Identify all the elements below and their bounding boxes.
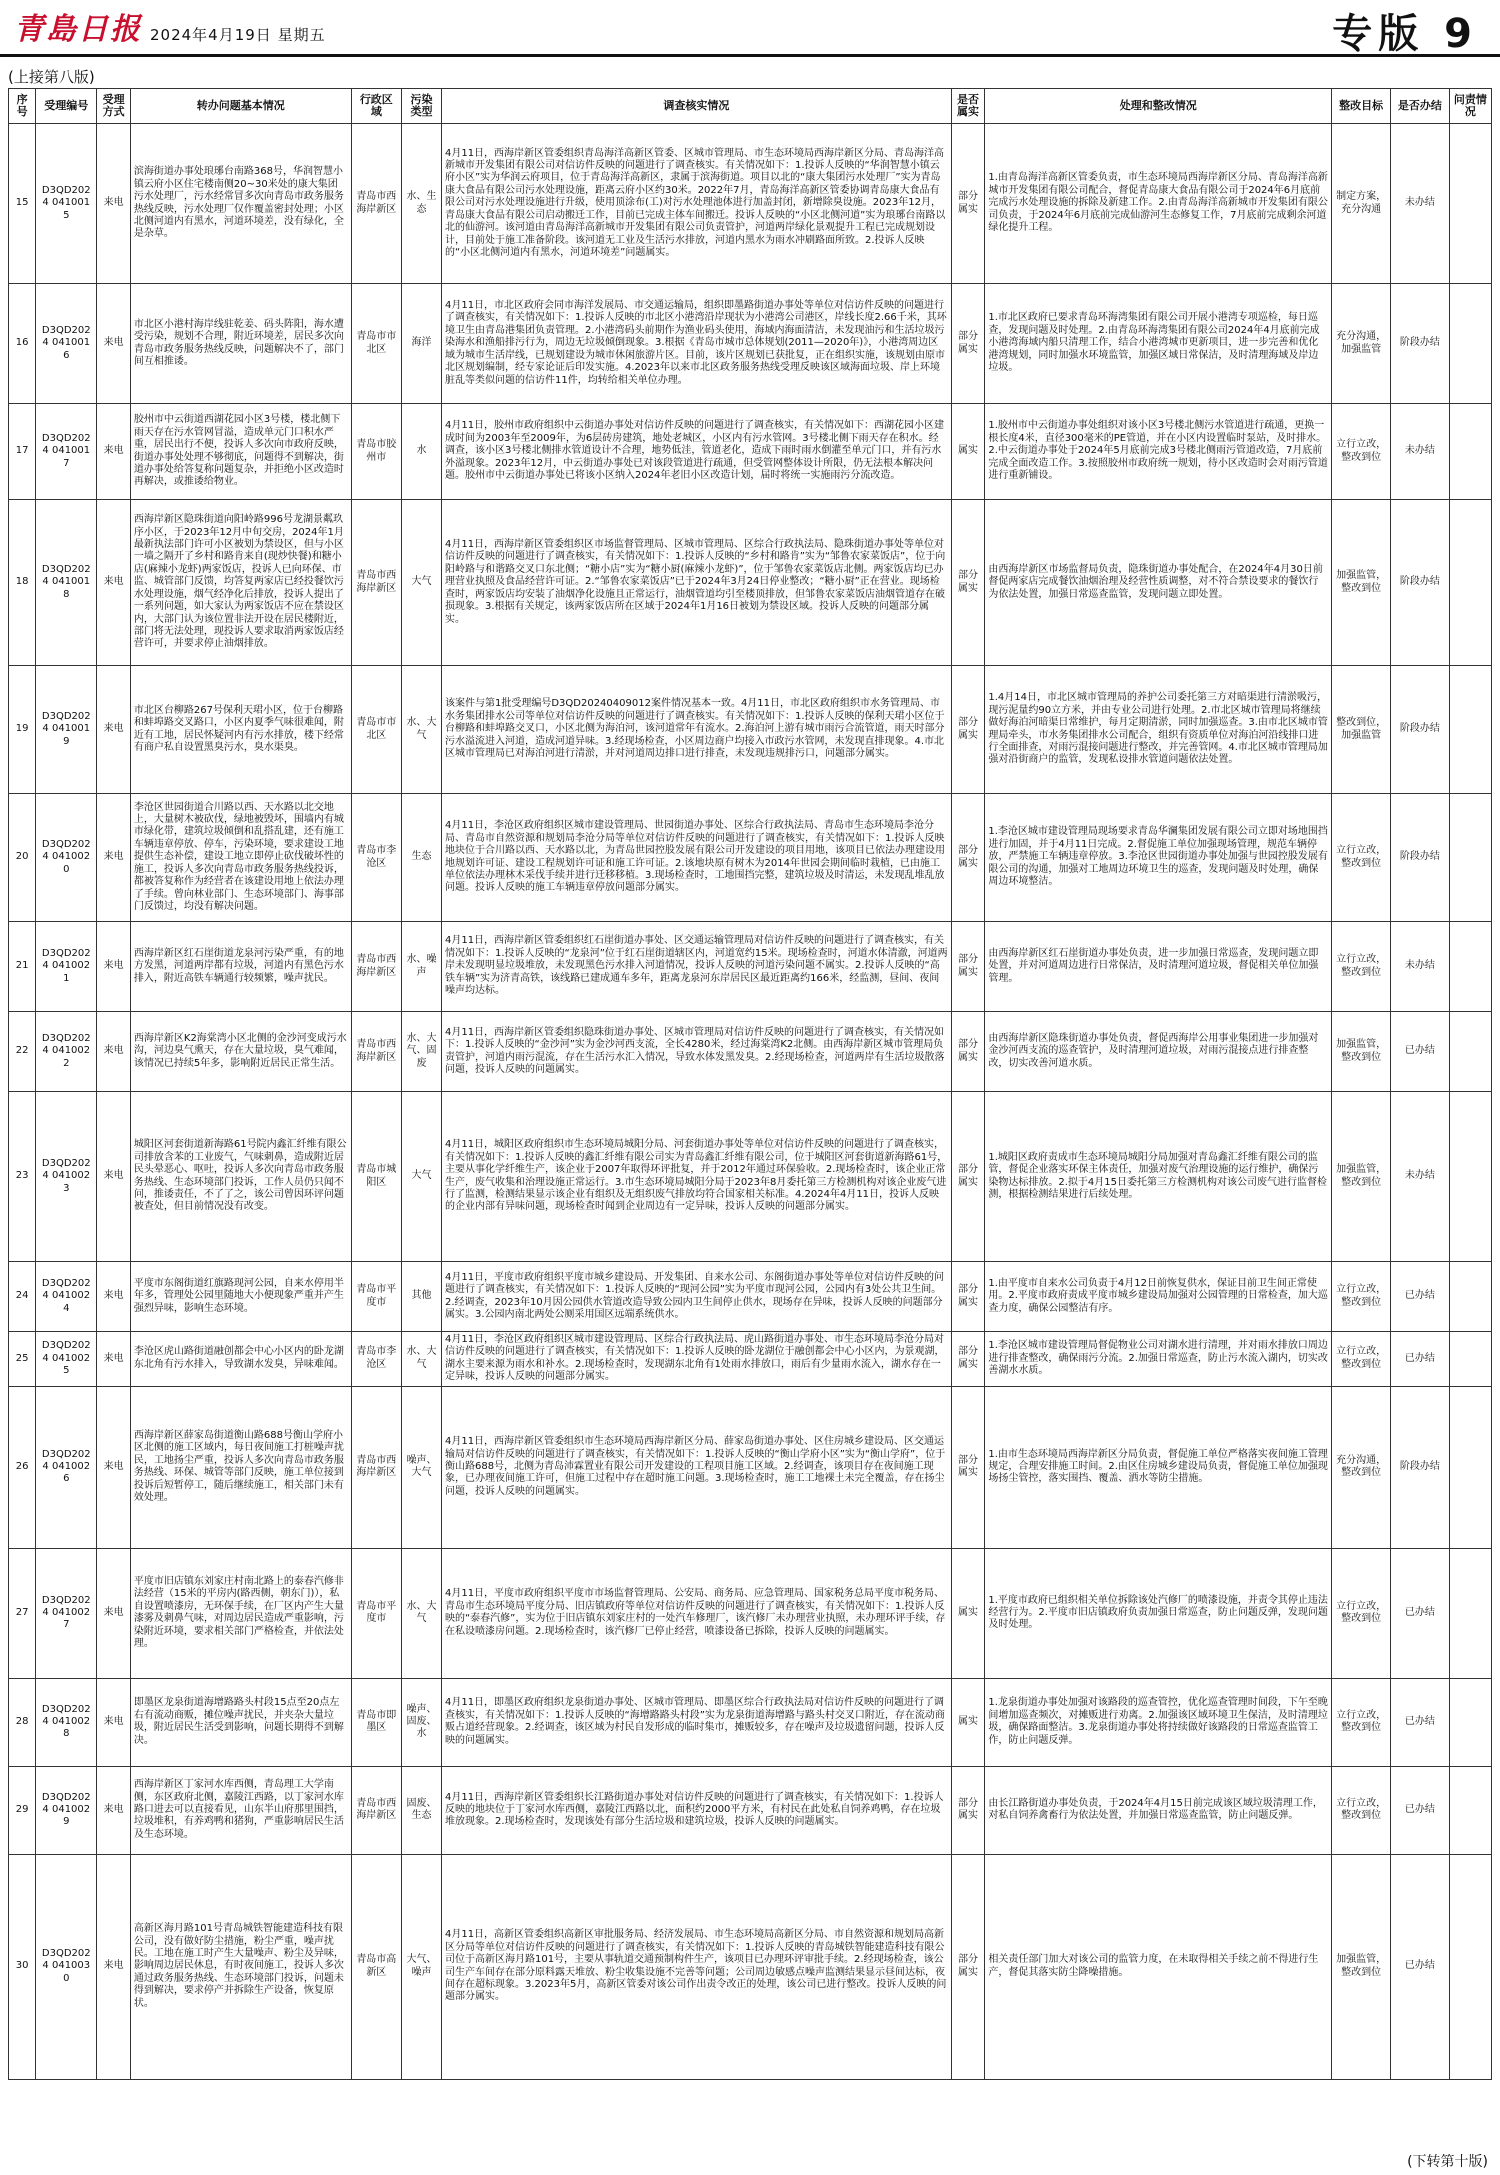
case-id: D3QD2024 0410025 [36,1332,97,1387]
issue-summary: 西海岸新区K2海棠湾小区北侧的金沙河变成污水沟，河边臭气熏天，存在大量垃圾，臭气难闻，该情况已持续5年多，影响附近居民正常生活。 [130,1012,351,1092]
case-id: D3QD2024 0410018 [36,500,97,666]
page-title: 专版 9 [1332,11,1478,57]
case-id: D3QD2024 0410016 [36,284,97,404]
verified-status: 部分属实 [951,500,985,666]
accountability [1449,1262,1491,1332]
closure-status: 阶段办结 [1391,284,1450,404]
pollution-type: 水、大气 [402,1332,442,1387]
accountability [1449,666,1491,794]
issue-summary: 西海岸新区红石崖街道龙泉河污染严重，有的地方发黑，河道两岸都有垃圾，河道内有黑色污水排入，附近高铁车辆通行较频繁，噪声扰民。 [130,922,351,1012]
table-row [9,1386,1492,1548]
case-number: 20 [9,794,36,922]
district: 青岛市城阳区 [351,1092,401,1262]
col-header: 是否属实 [951,89,985,124]
verified-status: 部分属实 [951,794,985,922]
rectification-target: 充分沟通，加强监管 [1332,284,1391,404]
table-row [9,1012,1492,1092]
investigation-text: 4月11日，平度市政府组织平度市市场监督管理局、公安局、商务局、应急管理局、国家税务总局平度市税务局、青岛市生态环境局平度分局、旧店镇政府等单位对信访件反映的问题进行了调查核实，有关情况如下：1.投诉人反映的“泰春汽修”，实为位于旧店镇东刘家庄村的一处汽车修理厂，该汽修厂未办理营业执照，未办理环评手续，存在私设喷漆房问题。2.现场检查时，该汽修厂已停止经营，喷漆设备已拆除，投诉人反映的问题属实。 [441,1548,951,1678]
investigation-text: 4月11日，平度市政府组织平度市城乡建设局、开发集团、自来水公司、东阁街道办事处等单位对信访件反映的问题进行了调查核实，有关情况如下：1.投诉人反映的“现河公园”实为平度市现河公园，公园内有3处公共卫生间。2.经调查，2023年10月因公园供水管道改造导致公园内卫生间停止供水，现场存在异味，投诉人反映的问题部分属实。3.公园内南北两处公厕采用国区远端系统供水。 [441,1262,951,1332]
handling-text: 1.由平度市自来水公司负责于4月12日前恢复供水，保证目前卫生间正常使用。2.平度市政府责成平度市城乡建设局加强对公园管理的日常检查，加大巡查力度，确保公园整洁有序。 [985,1262,1332,1332]
handling-text: 由西海岸新区红石崖街道办事处负责，进一步加强日常巡查，发现问题立即处置，并对河道周边进行日常保洁，及时清理河道垃圾，督促相关单位加强管理。 [985,922,1332,1012]
pollution-type: 其他 [402,1262,442,1332]
handling-text: 1.由青岛海洋高新区管委负责，市生态环境局西海岸新区分局、青岛海洋高新城市开发集团有限公司配合，督促青岛康大食品有限公司于2024年6月底前完成污水处理设施的拆除及新建工作。2.由青岛海洋高新城市开发集团有限公司负责，于2024年6月底前完成仙游河生态修复工作，7月底前完成剩余河道绿化提升工程。 [985,124,1332,284]
col-header: 处理和整改情况 [985,89,1332,124]
rectification-target: 加强监管，整改到位 [1332,1012,1391,1092]
col-header: 污染类型 [402,89,442,124]
issue-summary: 市北区小港村海岸线驻乾姜、码头阵阳，海水遭受污染，规划不合理，附近环境差，居民多次向青岛市政务服务热线反映，问题解决不了，部门间互相推诿。 [130,284,351,404]
case-id: D3QD2024 0410015 [36,124,97,284]
pollution-type: 水、大气 [402,666,442,794]
rectification-target: 立行立改，整改到位 [1332,1678,1391,1766]
case-id: D3QD2024 0410017 [36,404,97,500]
closure-status: 未办结 [1391,404,1450,500]
verified-status: 部分属实 [951,666,985,794]
district: 青岛市即墨区 [351,1678,401,1766]
rectification-target: 加强监管，整改到位 [1332,1854,1391,2079]
issue-summary: 即墨区龙泉街道海增路路头村段15点至20点左右有流动商贩，摊位噪声扰民，并夹杂大量垃圾，附近居民生活受到影响，问题长期得不到解决。 [130,1678,351,1766]
investigation-text: 4月11日，李沧区政府组织区城市建设管理局、世园街道办事处、区综合行政执法局、青岛市生态环境局李沧分局、青岛市自然资源和规划局李沧分局等单位对信访件反映的问题进行了调查核实，有关情况如下：1.投诉人反映地块位于合川路以西、天水路以北，为青岛世园控股发展有限公司开发建设的项目用地，该项目已依法办理建设用地规划许可证、建设工程规划许可证和施工许可证。2.该地块原有树木为2014年世园会期间临时栽植，已由施工单位依法办理林木采伐手续并进行迁移移植。3.现场检查时，工地围挡完整，建筑垃圾及时清运，未发现乱堆乱放问题。投诉人反映的施工车辆违章停放问题部分属实。 [441,794,951,922]
investigation-text: 4月11日，高新区管委组织高新区审批服务局、经济发展局、市生态环境局高新区分局、市自然资源和规划局高新区分局等单位对信访件反映的问题进行了调查核实，有关情况如下：1.投诉人反映的青岛城铁智能建造科技有限公司位于高新区海月路101号，主要从事轨道交通预制构件生产，该项目已办理环评审批手续。2.经现场检查，该公司生产车间存在部分原料露天堆放、粉尘收集设施不完善等问题；公司周边敏感点噪声监测结果显示昼间达标，夜间存在超标现象。3.2023年5月，高新区管委对该公司作出责令改正的处理，该公司已进行整改。投诉人反映的问题部分属实。 [441,1854,951,2079]
pollution-type: 噪声、大气 [402,1386,442,1548]
table-row [9,922,1492,1012]
investigation-text: 4月11日，西海岸新区管委组织市生态环境局西海岸新区分局、薛家岛街道办事处、区住房城乡建设局、区交通运输局对信访件反映的问题进行了调查核实，有关情况如下：1.投诉人反映的“衡山学府小区”实为“衡山学府”，位于衡山路688号，北侧为青岛沛霖置业有限公司开发建设的工程项目施工区域。2.经调查，该项目存在夜间施工现象，已办理夜间施工许可，但施工过程中存在超时施工问题。3.现场检查时，施工工地裸土未完全覆盖，存在扬尘问题，投诉人反映的问题属实。 [441,1386,951,1548]
verified-status: 部分属实 [951,284,985,404]
rectification-target: 立行立改，整改到位 [1332,794,1391,922]
verified-status: 部分属实 [951,124,985,284]
issue-summary: 西海岸新区隐珠街道向阳岭路996号龙湖景粼玖序小区，于2023年12月中旬交房，2024年1月最新执法部门许可小区被划为禁设区，但与小区一墙之隔开了乡村和路肯来自(现炒快餐)和糖小店(麻辣小龙虾)两家饭店，投诉人已向环保、市监、城管部门反馈，均答复两家店已经投餐饮污水处理设施，烟气经净化后排放，投诉人提出了一系列问题，如大家认为两家饭店不应在禁设区内，大部门认为该位置非法开设在居民楼附近，部门将无法处理，现投诉人要求取消两家饭店经营许可，并要求停止油烟排放。 [130,500,351,666]
accountability [1449,1092,1491,1262]
handling-text: 由长江路街道办事处负责，于2024年4月15日前完成该区域垃圾清理工作，对私自饲养禽畜行为依法处置，并加强日常巡查监管，防止问题反弹。 [985,1766,1332,1854]
pollution-type: 生态 [402,794,442,922]
investigation-text: 4月11日，市北区政府会同市海洋发展局、市交通运输局，组织即墨路街道办事处等单位对信访件反映的问题进行了调查核实，有关情况如下：1.投诉人反映的市北区小港湾沿岸现状为小港湾公司港区，岸线长度2.66千米，其环境卫生由青岛港集团负责管理。2.小港湾码头前期作为渔业码头使用，海域内海面清洁，未发现油污和生活垃圾污染海水和渔船排污行为，周边无垃圾倾倒现象。3.根据《青岛市城市总体规划(2011—2020年)》，小港湾周边区域为城市生活岸线，已规划建设为城市休闲旅游片区。目前，该片区规划已获批复，正在组织实施，该规划由原市北区规划编制，经专家论证后印发实施。4.2023年以来市北区政务服务热线受理反映该区域海面垃圾、岸上环境脏乱等类似问题的信访件11件，均转给相关单位办理。 [441,284,951,404]
rectification-target: 整改到位，加强监管 [1332,666,1391,794]
case-id: D3QD2024 0410022 [36,1012,97,1092]
investigation-text: 4月11日，西海岸新区管委组织长江路街道办事处对信访件反映的问题进行了调查核实，有关情况如下：1.投诉人反映的地块位于丁家河水库西侧，嘉陵江西路以北，面积约2000平方米，有村民在此处私自饲养鸡鸭，存在垃圾堆放现象。2.现场检查时，发现该处有部分生活垃圾和建筑垃圾，投诉人反映的问题属实。 [441,1766,951,1854]
district: 青岛市西海岸新区 [351,500,401,666]
investigation-text: 4月11日，西海岸新区管委组织红石崖街道办事处、区交通运输管理局对信访件反映的问题进行了调查核实，有关情况如下：1.投诉人反映的“龙泉河”位于红石崖街道辖区内，河道宽约15米。现场检查时，河道水体清澈，河道两岸未发现明显垃圾堆放，未发现黑色污水排入河道情况，投诉人反映的河道污染问题不属实。2.投诉人反映的“高铁车辆”实为济青高铁，该线路已建成通车多年，距离龙泉河东岸居民区最近距离约166米，经监测，昼间、夜间噪声均达标。 [441,922,951,1012]
accountability [1449,1012,1491,1092]
handling-text: 1.城阳区政府责成市生态环境局城阳分局加强对青岛鑫汇纤维有限公司的监管，督促企业落实环保主体责任，加强对废气治理设施的运行维护，确保污染物达标排放。2.拟于4月15日委托第三方检测机构对该公司废气进行监督检测，根据检测结果进行后续处理。 [985,1092,1332,1262]
verified-status: 部分属实 [951,1766,985,1854]
case-number: 19 [9,666,36,794]
table-row [9,1092,1492,1262]
col-header: 转办问题基本情况 [130,89,351,124]
district: 青岛市李沧区 [351,1332,401,1387]
district: 青岛市市北区 [351,666,401,794]
case-number: 23 [9,1092,36,1262]
case-number: 24 [9,1262,36,1332]
rectification-target: 制定方案，充分沟通 [1332,124,1391,284]
case-number: 26 [9,1386,36,1548]
accountability [1449,124,1491,284]
issue-summary: 平度市旧店镇东刘家庄村南北路上的泰春汽修非法经营（15米的平房内(路西侧，朝东门)），私自设置喷漆房，无环保手续，在厂区内产生大量漆雾及刺鼻气味，对周边居民造成严重影响，污染附近环境，要求相关部门严格检查，并依法处理。 [130,1548,351,1678]
case-number: 15 [9,124,36,284]
accountability [1449,1678,1491,1766]
case-id: D3QD2024 0410019 [36,666,97,794]
rectification-target: 立行立改，整改到位 [1332,1548,1391,1678]
intake-method: 来电 [97,1262,131,1332]
intake-method: 来电 [97,1092,131,1262]
verified-status: 部分属实 [951,1262,985,1332]
closure-status: 未办结 [1391,124,1450,284]
investigation-text: 4月11日，胶州市政府组织中云街道办事处对信访件反映的问题进行了调查核实，有关情况如下：西湖花园小区建成时间为2003年至2009年，为6层砖房建筑，地处老城区，小区内有污水管网。3号楼北侧下雨天存在积水。经调查，该小区3号楼北侧排水管道设计不合理，地势低洼，管道老化，造成下雨时雨水倒灌至单元门口，并有污水外溢现象。2023年12月，中云街道办事处已对该段管道进行疏通，但受管网整体设计所限，仍无法根本解决问题。胶州市中云街道办事处已将该小区纳入2024年老旧小区改造计划，届时将统一实施雨污分流改造。 [441,404,951,500]
investigation-text: 该案件与第1批受理编号D3QD20240409012案件情况基本一致。4月11日，市北区政府组织市水务管理局、市水务集团排水公司等单位对信访件反映的问题进行了调查核实。有关情况如下：1.投诉人反映的保利天珺小区位于台柳路和蚌埠路交叉口，小区北侧为海泊河，该河道常年有流水。2.海泊河上游有城市雨污合流管道，雨天时部分污水溢流进入河道，造成河道异味。3.经现场检查，小区周边商户均接入市政污水管网，未发现直排现象。4.市北区城市管理局已对海泊河进行清淤，并对河道周边排口进行排查，未发现违规排污口，问题部分属实。 [441,666,951,794]
closure-status: 阶段办结 [1391,500,1450,666]
case-number: 30 [9,1854,36,2079]
investigation-text: 4月11日，即墨区政府组织龙泉街道办事处、区城市管理局、即墨区综合行政执法局对信访件反映的问题进行了调查核实，有关情况如下：1.投诉人反映的“海增路路头村段”实为龙泉街道海增路与路头村交叉口附近，存在流动商贩占道经营现象。2.经调查，该区域为村民自发形成的临时集市，摊贩较多，存在噪声及垃圾遗留问题，投诉人反映的问题属实。 [441,1678,951,1766]
intake-method: 来电 [97,404,131,500]
closure-status: 已办结 [1391,1766,1450,1854]
investigation-text: 4月11日，西海岸新区管委组织青岛海洋高新区管委、区城市管理局、市生态环境局西海岸新区分局、青岛海洋高新城市开发集团有限公司对信访件反映的问题进行了调查核实。有关情况如下：1.投诉人反映的“华润智慧小镇云府小区”实为华润云府项目，位于青岛海洋高新区，隶属于滨海街道。项目以北的“康大集团污水处理厂”实为青岛康大食品有限公司污水处理设施，距离云府小区约30米。2022年7月，青岛海洋高新区管委协调青岛康大食品有限公司对污水处理设施进行升级，使用顶涂布(工)对污水处理池体进行加盖封闭，新增除臭设施。2023年12月，青岛康大食品有限公司启动搬迁工作，目前已完成主体车间搬迁。投诉人反映的“小区北侧河道”实为琅琊台南路以北的仙游河。该河道由青岛海洋高新城市开发集团有限公司负责管护，河道两岸绿化景观提升工程已完成规划设计，目前处于施工准备阶段。该河道无工业及生活污水排放，河道内黑水为雨水冲刷路面所致。2.投诉人反映的“小区北侧河道内有黑水，河道环境差”问题属实。 [441,124,951,284]
district: 青岛市西海岸新区 [351,922,401,1012]
table-row [9,1766,1492,1854]
district: 青岛市市北区 [351,284,401,404]
table-row [9,794,1492,922]
verified-status: 部分属实 [951,1332,985,1387]
investigation-text: 4月11日，城阳区政府组织市生态环境局城阳分局、河套街道办事处等单位对信访件反映的问题进行了调查核实，有关情况如下：1.投诉人反映的鑫汇纤维有限公司实为青岛鑫汇纤维有限公司，位于城阳区河套街道新海路61号，主要从事化学纤维生产，该企业于2007年取得环评批复，并于2012年通过环保验收。2.现场检查时，该企业正常生产，废气收集和治理设施正常运行。3.市生态环境局城阳分局于2023年8月委托第三方检测机构对该企业废气进行了监测，检测结果显示该企业有组织及无组织废气排放均符合国家相关标准。4.2024年4月11日，投诉人反映的企业内部有异味问题，现场检查时闻到企业周边有一定异味，投诉人反映的问题部分属实。 [441,1092,951,1262]
pollution-type: 噪声、固废、水 [402,1678,442,1766]
verified-status: 部分属实 [951,1854,985,2079]
district: 青岛市西海岸新区 [351,124,401,284]
table-row [9,666,1492,794]
case-number: 22 [9,1012,36,1092]
handling-text: 1.李沧区城市建设管理局现场要求青岛华澜集团发展有限公司立即对场地围挡进行加固，并于4月11日完成。2.督促施工单位加强现场管理，规范车辆停放，严禁施工车辆违章停放。3.李沧区世园街道办事处加强与世园控股发展有限公司的沟通，加强对工地周边环境卫生的巡查，发现问题及时处理，确保周边环境整洁。 [985,794,1332,922]
district: 青岛市西海岸新区 [351,1386,401,1548]
case-id: D3QD2024 0410021 [36,922,97,1012]
col-header: 行政区域 [351,89,401,124]
rectification-target: 立行立改，整改到位 [1332,1766,1391,1854]
intake-method: 来电 [97,794,131,922]
table-row [9,404,1492,500]
issue-summary: 市北区台柳路267号保利天珺小区，位于台柳路和蚌埠路交叉路口，小区内夏季气味很难闻，附近有工地，居民怀疑河内有污水排放，楼下经常有商户私自设置黑臭污水，臭水渠臭。 [130,666,351,794]
handling-text: 1.4月14日，市北区城市管理局的养护公司委托第三方对暗渠进行清淤吸污，现污泥量约90立方米，并由专业公司进行处理。2.市北区城市管理局将继续做好海泊河暗渠日常维护，每月定期清淤，同时加强巡查。3.由市北区城市管理局牵头，市水务集团排水公司配合，组织有资质单位对海泊河沿线排口进行全面排查，对雨污混接问题进行整改，并完善管网。4.市北区城市管理局加强对沿街商户的监管，发现私设排水管道问题依法处置。 [985,666,1332,794]
case-id: D3QD2024 0410029 [36,1766,97,1854]
issue-summary: 城阳区河套街道新海路61号院内鑫汇纤维有限公司排放含苯的工业废气，气味刺鼻，造成附近居民头晕恶心、呕吐，投诉人多次向青岛市政务服务热线、生态环境部门投诉，工作人员仍只闻不问，推诿责任，不了了之，该公司曾因环评问题被查处，但目前情况没有改变。 [130,1092,351,1262]
table-row [9,124,1492,284]
rectification-target: 立行立改，整改到位 [1332,1332,1391,1387]
table-row [9,1854,1492,2079]
closure-status: 已办结 [1391,1012,1450,1092]
verified-status: 部分属实 [951,1012,985,1092]
district: 青岛市平度市 [351,1548,401,1678]
accountability [1449,1766,1491,1854]
intake-method: 来电 [97,1678,131,1766]
case-id: D3QD2024 0410028 [36,1678,97,1766]
district: 青岛市李沧区 [351,794,401,922]
intake-method: 来电 [97,666,131,794]
pollution-type: 大气 [402,500,442,666]
pollution-type: 水、大气 [402,1548,442,1678]
rectification-target: 加强监管，整改到位 [1332,500,1391,666]
closure-status: 阶段办结 [1391,794,1450,922]
accountability [1449,500,1491,666]
continued-to-note: (下转第十版) [1407,2154,1488,2170]
issue-summary: 西海岸新区丁家河水库西侧，青岛理工大学南侧，东区政府北侧，嘉陵江西路，以丁家河水库路口进去可以直接看见，山东半山府那里围挡，垃圾堆积，有养鸡鸭和猪狗，严重影响居民生活及生态环境。 [130,1766,351,1854]
investigation-text: 4月11日，西海岸新区管委组织区市场监督管理局、区城市管理局、区综合行政执法局、隐珠街道办事处等单位对信访件反映的问题进行了调查核实，有关情况如下：1.投诉人反映的“乡村和路肯”实为“邹鲁农家菜饭店”，位于向阳岭路与和谐路交叉口东北侧；“糖小店”实为“糖小厨(麻辣小龙虾)”，位于邹鲁农家菜饭店北侧。两家饭店均已办理营业执照及食品经营许可证。2.“邹鲁农家菜饭店”已于2024年3月24日停业整改；“糖小厨”正在营业。现场检查时，两家饭店均安装了油烟净化设施且正常运行，油烟管道均引至楼顶排放，但邹鲁农家菜饭店油烟管道存在破损现象。3.根据有关规定，该两家饭店所在区域于2024年1月16日被划为禁设区域。投诉人反映的问题部分属实。 [441,500,951,666]
district: 青岛市高新区 [351,1854,401,2079]
intake-method: 来电 [97,1548,131,1678]
issue-summary: 李沧区虎山路街道融创都会中心小区内的卧龙湖东北角有污水排入，导致湖水发臭，异味难闻。 [130,1332,351,1387]
verified-status: 部分属实 [951,1092,985,1262]
issue-summary: 胶州市中云街道西湖花园小区3号楼，楼北侧下雨天存在污水管网冒溢，造成单元门口积水严重，居民出行不便，投诉人多次向市政府反映，街道办事处处理不够彻底，问题得不到解决，街道办事处给答复称问题复杂，并拒绝小区改造时再解决，或推诿给物业。 [130,404,351,500]
case-table [8,88,1492,2080]
handling-text: 1.胶州市中云街道办事处组织对该小区3号楼北侧污水管道进行疏通，更换一根长度4米，直径300毫米的PE管道，并在小区内设置临时泵站，及时排水。2.中云街道办事处于2024年5月底前完成3号楼北侧雨污管道改造，7月底前完成全面改造工作。3.按照胶州市政府统一规划，待小区改造时会对雨污管道进行重新铺设。 [985,404,1332,500]
continued-from-note: (上接第八版) [8,68,95,86]
case-id: D3QD2024 0410020 [36,794,97,922]
pollution-type: 大气 [402,1092,442,1262]
district: 青岛市西海岸新区 [351,1012,401,1092]
verified-status: 属实 [951,404,985,500]
district: 青岛市平度市 [351,1262,401,1332]
verified-status: 部分属实 [951,922,985,1012]
issue-summary: 西海岸新区薛家岛街道衡山路688号衡山学府小区北侧的施工区域内，每日夜间施工打桩噪声扰民，工地扬尘严重，投诉人多次向青岛市政务服务热线、环保、城管等部门反映，施工单位接到投诉后短暂停工，随后继续施工，相关部门未有效处理。 [130,1386,351,1548]
closure-status: 已办结 [1391,1854,1450,2079]
col-header: 序号 [9,89,36,124]
intake-method: 来电 [97,124,131,284]
pollution-type: 海洋 [402,284,442,404]
accountability [1449,1332,1491,1387]
page-header [0,0,1500,57]
case-id: D3QD2024 0410027 [36,1548,97,1678]
pollution-type: 水、生态 [402,124,442,284]
case-id: D3QD2024 0410026 [36,1386,97,1548]
case-number: 27 [9,1548,36,1678]
closure-status: 已办结 [1391,1678,1450,1766]
table-row [9,1262,1492,1332]
district: 青岛市西海岸新区 [351,1766,401,1854]
masthead-logo: 青島日报 [14,12,142,47]
table-row [9,1678,1492,1766]
case-id: D3QD2024 0410030 [36,1854,97,2079]
case-number: 21 [9,922,36,1012]
table-row [9,284,1492,404]
table-row [9,1332,1492,1387]
case-id: D3QD2024 0410024 [36,1262,97,1332]
verified-status: 部分属实 [951,1386,985,1548]
pollution-type: 水、噪声 [402,922,442,1012]
case-number: 29 [9,1766,36,1854]
case-number: 18 [9,500,36,666]
accountability [1449,404,1491,500]
verified-status: 属实 [951,1678,985,1766]
rectification-target: 立行立改，整改到位 [1332,404,1391,500]
handling-text: 1.平度市政府已组织相关单位拆除该处汽修厂的喷漆设施，并责令其停止违法经营行为。2.平度市旧店镇政府负责加强日常巡查，防止问题反弹，发现问题及时处理。 [985,1548,1332,1678]
intake-method: 来电 [97,1854,131,2079]
issue-summary: 平度市东阁街道红旗路现河公园，自来水停用半年多，管理处公园里随地大小便现象严重并产生强烈异味，影响生态环境。 [130,1262,351,1332]
verified-status: 属实 [951,1548,985,1678]
accountability [1449,1386,1491,1548]
rectification-target: 充分沟通，整改到位 [1332,1386,1391,1548]
closure-status: 已办结 [1391,1332,1450,1387]
intake-method: 来电 [97,284,131,404]
case-table-body [9,124,1492,2080]
intake-method: 来电 [97,1766,131,1854]
accountability [1449,1548,1491,1678]
col-header: 受理方式 [97,89,131,124]
closure-status: 未办结 [1391,922,1450,1012]
closure-status: 已办结 [1391,1262,1450,1332]
issue-summary: 李沧区世园街道合川路以西、天水路以北交地上，大量树木被砍伐，绿地被毁坏，围墙内有城市绿化带，建筑垃圾倾倒和乱搭乱建，还有施工车辆违章停放、停车，污染环境，要求建设工地提供生态补偿，建设工地立即停止砍伐破坏性的施工，投诉人多次向青岛市政务服务热线投诉，都被答复称作为经营者在该建设用地上依法办理了手续。曾向林业部门、生态环境部门、海事部门反馈过，均没有解决问题。 [130,794,351,922]
table-header-row [9,89,1492,124]
handling-text: 1.由市生态环境局西海岸新区分局负责，督促施工单位严格落实夜间施工管理规定，合理安排施工时间。2.由区住房城乡建设局负责，督促施工单位加强现场扬尘管控，落实围挡、覆盖、洒水等防尘措施。 [985,1386,1332,1548]
pollution-type: 大气、噪声 [402,1854,442,2079]
closure-status: 未办结 [1391,1092,1450,1262]
investigation-text: 4月11日，西海岸新区管委组织隐珠街道办事处、区城市管理局对信访件反映的问题进行了调查核实，有关情况如下：1.投诉人反映的“金沙河”实为金沙河西支流，全长4280米，经过海棠湾K2北侧。由西海岸新区城市管理局负责管护，河道内雨污混流，存在生活污水汇入情况，导致水体发黑发臭。2.经现场检查，河道两岸有生活垃圾散落问题，投诉人反映的问题属实。 [441,1012,951,1092]
rectification-target: 立行立改，整改到位 [1332,1262,1391,1332]
handling-text: 由西海岸新区隐珠街道办事处负责，督促西海岸公用事业集团进一步加强对金沙河西支流的巡查管护，及时清理河道垃圾，对雨污混接点进行排查整改，切实改善河道水质。 [985,1012,1332,1092]
intake-method: 来电 [97,922,131,1012]
accountability [1449,922,1491,1012]
pollution-type: 水、大气、固废 [402,1012,442,1092]
handling-text: 相关责任部门加大对该公司的监管力度，在未取得相关手续之前不得进行生产，督促其落实防尘降噪措施。 [985,1854,1332,2079]
case-id: D3QD2024 0410023 [36,1092,97,1262]
case-number: 17 [9,404,36,500]
table-row [9,1548,1492,1678]
intake-method: 来电 [97,500,131,666]
closure-status: 阶段办结 [1391,666,1450,794]
col-header: 调查核实情况 [441,89,951,124]
col-header: 整改目标 [1332,89,1391,124]
issue-date: 2024年4月19日 星期五 [150,26,326,44]
handling-text: 由西海岸新区市场监督局负责，隐珠街道办事处配合，在2024年4月30日前督促两家店完成餐饮油烟治理及经营性质调整，对不符合禁设要求的餐饮行为依法处置，加强日常巡查监管，发现问题立即处置。 [985,500,1332,666]
pollution-type: 固废、生态 [402,1766,442,1854]
intake-method: 来电 [97,1386,131,1548]
issue-summary: 滨海街道办事处琅琊台南路368号，华润智慧小镇云府小区住宅楼南侧20~30米处的康大集团污水处理厂，污水经常冒多次向青岛市政务服务热线反映，污水处理厂仅作覆盖密封处理；小区北侧河道内有黑水，河道环境差，没有绿化，全是杂草。 [130,124,351,284]
handling-text: 1.龙泉街道办事处加强对该路段的巡查管控，优化巡查管理时间段，下午至晚间增加巡查频次，对摊贩进行劝离。2.加强该区域环境卫生保洁，及时清理垃圾，确保路面整洁。3.龙泉街道办事处将持续做好该路段的日常巡查监管工作，防止问题反弹。 [985,1678,1332,1766]
rectification-target: 加强监管，整改到位 [1332,1092,1391,1262]
accountability [1449,794,1491,922]
handling-text: 1.李沧区城市建设管理局督促物业公司对湖水进行清理，并对雨水排放口周边进行排查整改，确保雨污分流。2.加强日常巡查，防止污水流入湖内，切实改善湖水水质。 [985,1332,1332,1387]
pollution-type: 水 [402,404,442,500]
case-number: 28 [9,1678,36,1766]
investigation-text: 4月11日，李沧区政府组织区城市建设管理局、区综合行政执法局、虎山路街道办事处、市生态环境局李沧分局对信访件反映的问题进行了调查核实，有关情况如下：1.投诉人反映的卧龙湖位于融创都会中心小区内，为景观湖，湖水主要来源为雨水和补水。2.现场检查时，发现湖东北角有1处雨水排放口，雨后有少量雨水流入，湖水存在一定异味，投诉人反映的问题部分属实。 [441,1332,951,1387]
handling-text: 1.市北区政府已要求青岛环海湾集团有限公司开展小港湾专项巡检，每日巡查，发现问题及时处理。2.由青岛环海湾集团有限公司2024年4月底前完成小港湾海域内船只清理工作，结合小港湾城市更新项目，进一步完善和优化港湾规划，同时加强水环境监管，加强区域日常保洁，及时清理海域及岸边垃圾。 [985,284,1332,404]
intake-method: 来电 [97,1012,131,1092]
table-row [9,500,1492,666]
accountability [1449,1854,1491,2079]
issue-summary: 高新区海月路101号青岛城铁智能建造科技有限公司，没有做好防尘措施，粉尘严重，噪声扰民。工地在施工时产生大量噪声、粉尘及异味，影响周边居民休息，有时夜间施工，投诉人多次通过政务服务热线、生态环境部门投诉，问题未得到解决，要求停产并拆除生产设备，恢复原状。 [130,1854,351,2079]
case-number: 16 [9,284,36,404]
col-header: 问责情况 [1449,89,1491,124]
closure-status: 已办结 [1391,1548,1450,1678]
intake-method: 来电 [97,1332,131,1387]
closure-status: 阶段办结 [1391,1386,1450,1548]
col-header: 受理编号 [36,89,97,124]
accountability [1449,284,1491,404]
col-header: 是否办结 [1391,89,1450,124]
case-number: 25 [9,1332,36,1387]
rectification-target: 立行立改，整改到位 [1332,922,1391,1012]
district: 青岛市胶州市 [351,404,401,500]
